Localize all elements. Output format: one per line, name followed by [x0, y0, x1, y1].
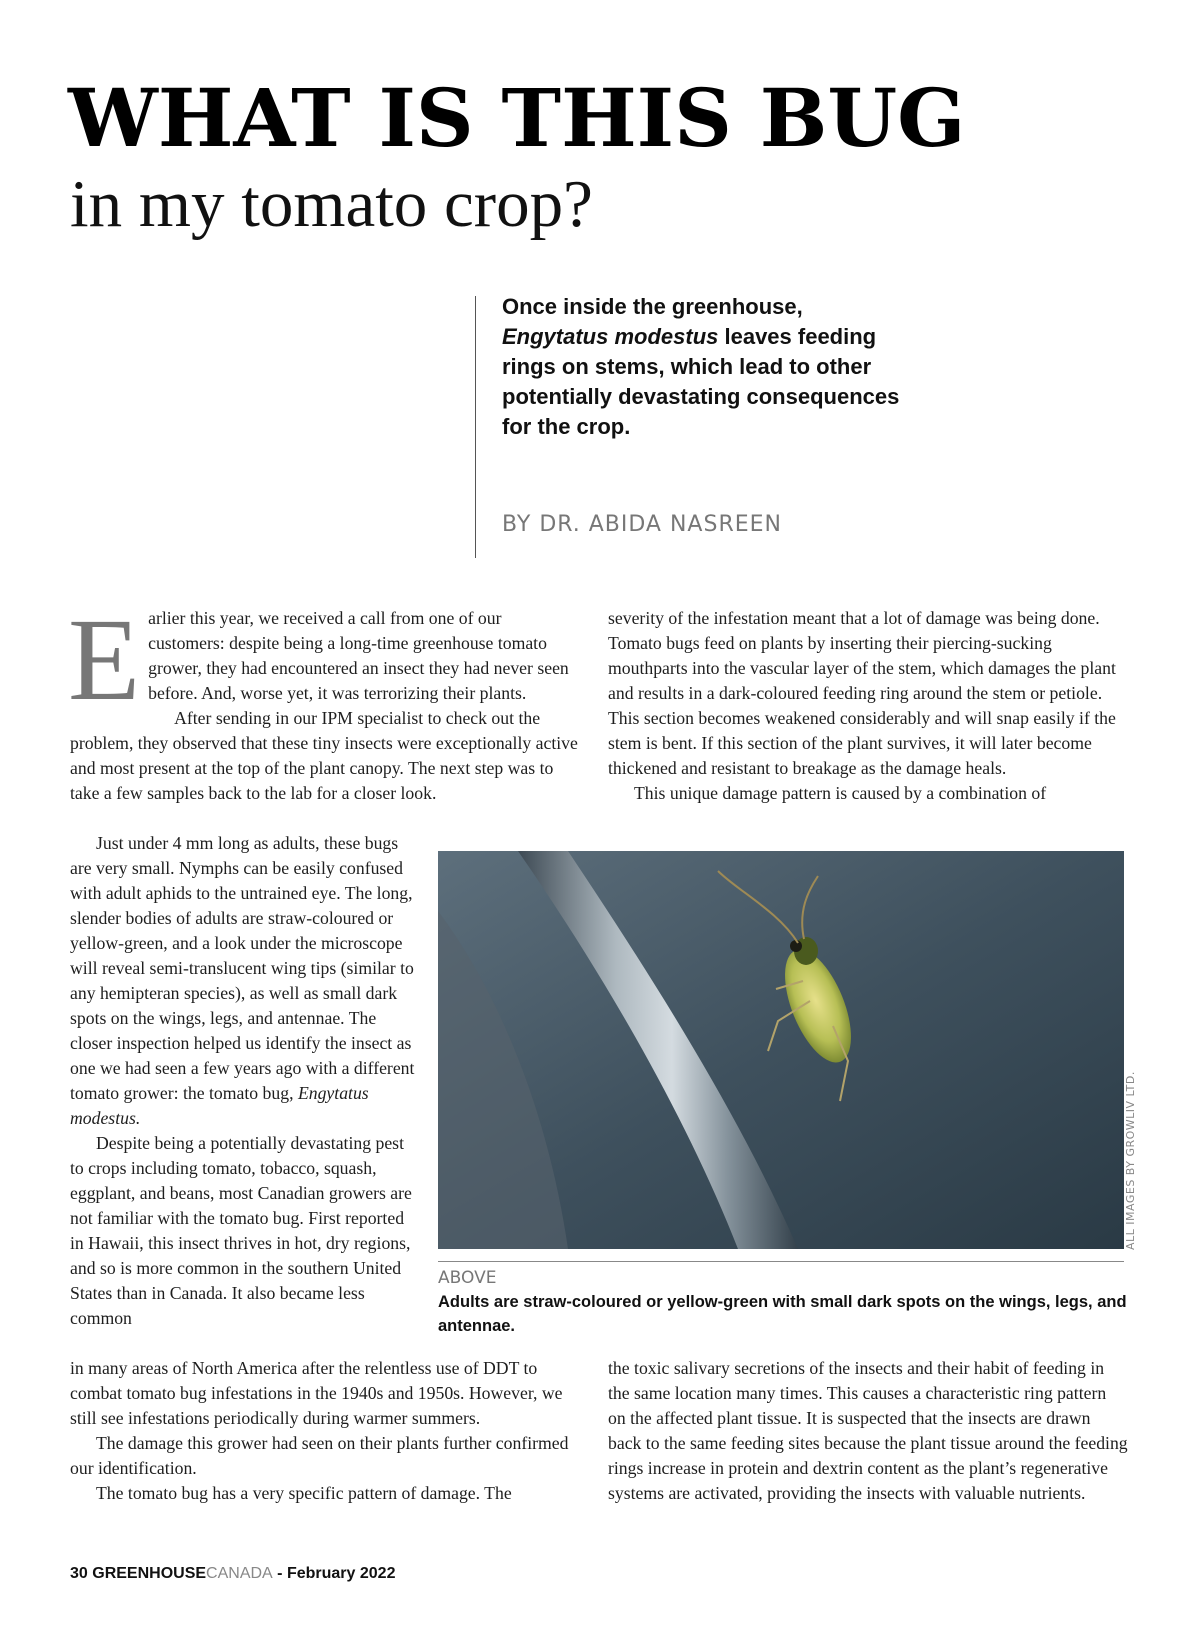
paragraph-2: After sending in our IPM specialist to check out the problem, they observed that these tiny insects were exceptionally active and most present at the top of the plant canopy. The next step was to take a few samples back to the lab for a closer look. [70, 708, 578, 803]
headline-subtitle: in my tomato crop? [70, 167, 593, 241]
photo-credit: ALL IMAGES BY GROWLIV LTD. [1124, 1071, 1137, 1250]
deck-species: Engytatus modestus [502, 324, 719, 349]
magazine-name-light: CANADA [206, 1565, 273, 1582]
headline-title: WHAT IS THIS BUG [68, 71, 966, 165]
byline: BY DR. ABIDA NASREEN [502, 512, 782, 537]
paragraph-4-start: Despite being a potentially devastating pest to crops including tomato, tobacco, squash, eggplant, and beans, most Canadian growers are not familiar with the tomato bug. First reported in Hawaii, this insect thrives in hot, dry regions, and so is more common in the southern United States than in Canada. It also became less common [70, 1133, 412, 1328]
article-column-1-top [68, 594, 580, 806]
paragraph-7-start: This unique damage pattern is caused by a combination of [634, 783, 1047, 803]
page-footer [70, 1565, 395, 1583]
paragraph-5: The damage this grower had seen on their plants further confirmed our identification. [70, 1433, 569, 1478]
issue-date: - February 2022 [272, 1565, 396, 1582]
photo-caption: Adults are straw-coloured or yellow-green with small dark spots on the wings, legs, and antennae. [438, 1293, 1127, 1335]
article-column-2-bottom [608, 1356, 1128, 1506]
magazine-name-bold: GREENHOUSE [92, 1565, 207, 1582]
tomato-bug-photo [438, 851, 1124, 1249]
caption-label: ABOVE [438, 1268, 497, 1288]
article-column-2-top [608, 606, 1118, 806]
paragraph-3: Just under 4 mm long as adults, these bugs are very small. Nymphs can be easily confused with adult aphids to the untrained eye. The long, slender bodies of adults are straw-coloured or yellow-green, and a look under the microscope will reveal semi-translucent wing tips (similar to any hemipteran species), as well as small dark spots on the wings, legs, and antennae. The closer inspection helped us identify the insect as one we had seen a few years ago with a different tomato grower: the tomato bug, Engytatus modestus. [70, 833, 415, 1128]
paragraph-4-end: in many areas of North America after the relentless use of DDT to combat tomato bug infestations in the 1940s and 1950s. However, we still see infestations periodically during warmer summers. [70, 1358, 563, 1428]
page-number: 30 [70, 1565, 88, 1582]
deck-divider [475, 296, 476, 558]
article-column-1-bottom [70, 1356, 585, 1506]
paragraph-6-end: severity of the infestation meant that a lot of damage was being done. Tomato bugs feed on plants by inserting their piercing-sucking mouthparts into the vascular layer of the stem, which damages the plant and results in a dark-coloured feeding ring around the stem or petiole. This section becomes weakened considerably and will snap easily if the stem is bent. If this section of the plant survives, it will later become thickened and resistant to breakage as the damage heals. [608, 608, 1116, 778]
caption-rule [438, 1261, 1124, 1262]
drop-cap: E [68, 594, 141, 725]
article-column-1-narrow [70, 831, 420, 1331]
deck-text-end: leaves feeding rings on stems, which lead to other potentially devastating consequences for the crop. [502, 324, 900, 439]
article-deck [502, 292, 902, 442]
species-name: Engytatus modestus. [70, 1083, 369, 1128]
paragraph-6-start: The tomato bug has a very specific pattern of damage. The [96, 1483, 512, 1503]
paragraph-1: Earlier this year, we received a call from one of our customers: despite being a long-time greenhouse tomato grower, they had encountered an insect they had never seen before. And, worse yet, it was terrorizing their plants. [68, 594, 569, 725]
paragraph-7-end: the toxic salivary secretions of the insects and their habit of feeding in the same location many times. This causes a characteristic ring pattern on the affected plant tissue. It is suspected that the insects are drawn back to the same feeding sites because the plant tissue around the feeding rings increase in protein and dextrin content as the plant’s regenerative systems are activated, providing the insects with valuable nutrients. [608, 1358, 1128, 1503]
insect-image [438, 851, 1124, 1249]
deck-text-start: Once inside the greenhouse, [502, 294, 803, 319]
